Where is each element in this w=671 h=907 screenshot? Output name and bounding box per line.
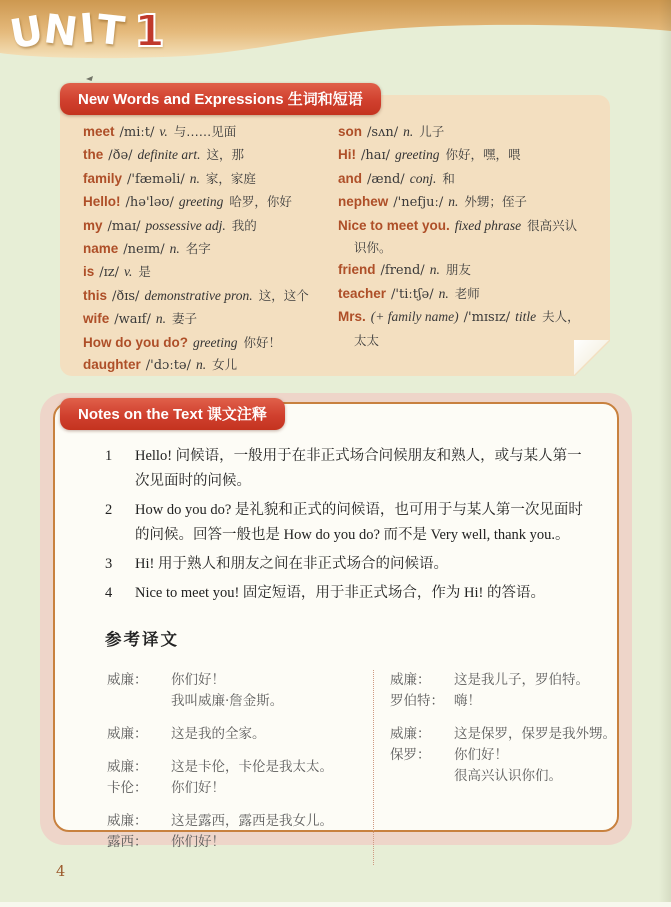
dialog-speaker bbox=[107, 691, 171, 712]
vocab-word: wife bbox=[83, 311, 110, 327]
vocab-gloss: 朋友 bbox=[445, 262, 471, 278]
vocab-word: How do you do? bbox=[83, 334, 188, 350]
vocab-gloss: 与……见面 bbox=[173, 124, 237, 139]
vocab-pos: possessive adj. bbox=[145, 217, 226, 233]
dialog-line bbox=[390, 691, 616, 712]
vocab-gloss: 我的 bbox=[231, 217, 257, 233]
vocab-gloss: 老师 bbox=[454, 285, 480, 301]
vocab-gloss: 很高兴认 bbox=[527, 217, 578, 233]
vocab-gloss: 这，那 bbox=[206, 147, 245, 163]
vocab-phonetic: /'mɪsɪz/ bbox=[463, 310, 511, 326]
vocab-gloss-continuation: 太太 bbox=[354, 332, 380, 348]
dialog-speaker: 卡伦： bbox=[107, 780, 148, 796]
note-text: Hi! 用于熟人和朋友之间在非正式场合的问候语。 bbox=[135, 556, 448, 572]
dialog-line bbox=[107, 724, 373, 745]
vocab-phonetic: /neɪm/ bbox=[123, 242, 165, 258]
dialog-group bbox=[107, 670, 373, 712]
vocab-gloss: 和 bbox=[442, 170, 455, 186]
vocab-pos: n. bbox=[169, 241, 180, 257]
vocab-word: friend bbox=[338, 262, 376, 278]
unit-letter: N bbox=[41, 6, 81, 56]
vocab-pos: conj. bbox=[409, 170, 437, 186]
unit-letter: I bbox=[77, 5, 97, 53]
vocab-entry bbox=[83, 191, 335, 214]
note-number: 4 bbox=[105, 585, 113, 601]
vocab-word: family bbox=[83, 170, 123, 186]
dialog-text: 你们好！ bbox=[454, 747, 508, 763]
vocab-pos: v. bbox=[124, 264, 133, 280]
vocab-entry bbox=[338, 215, 600, 237]
dialog-text: 你们好！ bbox=[171, 780, 225, 796]
vocab-pos: greeting bbox=[192, 334, 238, 350]
vocab-phonetic: /haɪ/ bbox=[361, 148, 391, 164]
vocab-entry bbox=[338, 259, 600, 282]
note-item bbox=[105, 444, 587, 494]
vocab-gloss: 哈罗，你好 bbox=[229, 194, 292, 210]
vocab-entry bbox=[83, 308, 335, 331]
dialog-column-left bbox=[105, 670, 373, 865]
vocab-word: Mrs. bbox=[338, 309, 366, 325]
vocab-entry bbox=[83, 261, 335, 284]
vocab-section-badge: New Words and Expressions 生词和短语 bbox=[60, 83, 381, 115]
dialog-speaker: 罗伯特： bbox=[390, 693, 444, 709]
dialog-speaker bbox=[390, 766, 454, 787]
dialog-text: 你们好！ bbox=[171, 672, 225, 688]
dialog-line bbox=[390, 724, 616, 745]
dialog-text: 这是我儿子，罗伯特。 bbox=[454, 672, 589, 688]
vocab-word: the bbox=[83, 147, 104, 163]
dialog-text: 这是露西，露西是我女儿。 bbox=[171, 813, 333, 829]
dialog-group bbox=[107, 724, 373, 745]
vocab-word: nephew bbox=[338, 194, 389, 210]
vocab-entry bbox=[83, 332, 335, 354]
dialog-speaker: 威廉： bbox=[107, 726, 148, 742]
vocab-word: teacher bbox=[338, 285, 387, 301]
vocab-entry bbox=[83, 144, 335, 167]
print-speck bbox=[86, 76, 93, 81]
dialog-speaker: 威廉： bbox=[107, 759, 148, 775]
vocab-gloss: 你好，嘿，喂 bbox=[445, 147, 521, 163]
note-number: 3 bbox=[105, 556, 113, 572]
unit-number: 1 bbox=[134, 6, 165, 57]
vocab-pos: greeting bbox=[395, 147, 440, 163]
vocab-gloss: 女儿 bbox=[212, 357, 238, 373]
vocab-gloss: 家，家庭 bbox=[205, 170, 256, 186]
note-number: 2 bbox=[105, 502, 113, 518]
dialog-speaker: 保罗： bbox=[390, 747, 431, 763]
vocab-entry bbox=[83, 354, 335, 377]
vocab-pos: v. bbox=[159, 124, 168, 139]
vocab-phonetic: /ænd/ bbox=[367, 171, 405, 187]
vocab-gloss: 你好！ bbox=[243, 334, 281, 350]
note-number: 1 bbox=[105, 448, 113, 464]
vocab-entry bbox=[338, 306, 600, 329]
vocab-pos: title bbox=[515, 309, 537, 325]
vocab-word: meet bbox=[83, 124, 115, 139]
vocab-pos: n. bbox=[429, 262, 440, 278]
vocab-gloss: 儿子 bbox=[419, 124, 445, 139]
vocab-pos: greeting bbox=[178, 194, 224, 210]
note-text: How do you do? 是礼貌和正式的问候语，也可用于与某人第一次见面时的问候。回答一般也是 How do you do? 而不是 Very well, thank you.。 bbox=[135, 502, 583, 543]
dialog-line bbox=[107, 757, 373, 778]
vocab-phonetic: /'nefjuː/ bbox=[393, 195, 444, 211]
vocab-entry bbox=[338, 191, 600, 214]
vocab-entry bbox=[338, 144, 600, 167]
vocab-phonetic: /frend/ bbox=[380, 263, 425, 279]
note-item bbox=[105, 581, 587, 606]
vocab-word: son bbox=[338, 124, 363, 139]
unit-title bbox=[6, 4, 165, 59]
dialog-group bbox=[107, 757, 373, 799]
dialog-line bbox=[107, 691, 373, 712]
dialog-line bbox=[390, 745, 616, 766]
vocab-word: Nice to meet you. bbox=[338, 217, 450, 233]
vocab-word: Hello! bbox=[83, 194, 121, 210]
page-edge-shade bbox=[659, 0, 671, 907]
vocab-phonetic: /miːt/ bbox=[119, 125, 155, 140]
note-item bbox=[105, 552, 587, 577]
vocab-phonetic: /hə'ləʊ/ bbox=[125, 195, 174, 211]
reference-translation-title: 参考译文 bbox=[105, 630, 179, 649]
dialog-text: 这是保罗，保罗是我外甥。 bbox=[454, 726, 616, 742]
dialog-column-right bbox=[373, 670, 616, 865]
vocab-phonetic: /'tiːtʃə/ bbox=[391, 286, 434, 302]
dialog-line bbox=[107, 778, 373, 799]
vocab-gloss: 这，这个 bbox=[258, 287, 309, 303]
dialog-group bbox=[107, 811, 373, 853]
notes-section-badge: Notes on the Text 课文注释 bbox=[60, 398, 285, 430]
vocab-gloss: 夫人， bbox=[542, 309, 580, 325]
vocab-phonetic: /ðɪs/ bbox=[112, 288, 140, 304]
vocab-entry bbox=[338, 168, 600, 191]
vocab-phonetic: /maɪ/ bbox=[107, 218, 141, 234]
dialog-text: 这是卡伦，卡伦是我太太。 bbox=[171, 759, 333, 775]
dialog-speaker: 威廉： bbox=[390, 672, 431, 688]
notes-card bbox=[53, 402, 619, 850]
vocab-pos: n. bbox=[403, 124, 414, 139]
vocab-word: Hi! bbox=[338, 147, 356, 163]
vocab-pos: n. bbox=[196, 357, 207, 373]
vocab-word: daughter bbox=[83, 357, 141, 373]
translation-dialogs bbox=[105, 670, 616, 865]
vocab-phonetic: /waɪf/ bbox=[114, 312, 151, 328]
vocab-word: this bbox=[83, 287, 108, 303]
vocab-gloss: 是 bbox=[138, 264, 151, 280]
dialog-line bbox=[107, 670, 373, 691]
vocab-phonetic: /'dɔːtə/ bbox=[145, 358, 191, 374]
dialog-line bbox=[390, 670, 616, 691]
vocab-word: and bbox=[338, 170, 363, 186]
vocab-entry bbox=[83, 121, 335, 144]
dialog-line bbox=[107, 832, 373, 853]
dialog-speaker: 露西： bbox=[107, 834, 148, 850]
note-text: Hello! 问候语，一般用于在非正式场合问候朋友和熟人，或与某人第一次见面时的问候。 bbox=[135, 448, 582, 489]
vocab-entry bbox=[83, 285, 335, 308]
vocab-entry bbox=[83, 215, 335, 238]
vocab-gloss: 妻子 bbox=[172, 311, 198, 327]
vocab-gloss: 外甥；侄子 bbox=[464, 194, 527, 210]
vocab-entry bbox=[338, 283, 600, 306]
vocab-entry bbox=[83, 168, 335, 191]
vocab-gloss: 名字 bbox=[185, 241, 211, 257]
vocab-column-left bbox=[83, 121, 335, 377]
dialog-text: 我叫威廉·詹金斯。 bbox=[171, 693, 284, 709]
vocab-phonetic: /ðə/ bbox=[108, 148, 133, 164]
notes-list bbox=[105, 444, 587, 606]
dialog-group bbox=[390, 670, 616, 712]
vocab-pos: n. bbox=[189, 170, 200, 186]
vocab-column-right bbox=[338, 121, 600, 352]
dialog-text: 嗨！ bbox=[454, 693, 481, 709]
vocab-pos: n. bbox=[438, 285, 449, 301]
vocab-entry bbox=[83, 238, 335, 261]
vocab-phonetic: /ɪz/ bbox=[99, 265, 120, 281]
vocab-phonetic: /'fæməli/ bbox=[127, 171, 185, 187]
vocab-pos: fixed phrase bbox=[454, 217, 522, 233]
dialog-line bbox=[390, 766, 616, 787]
dialog-text: 你们好！ bbox=[171, 834, 225, 850]
vocab-paren: (+ family name) bbox=[370, 309, 459, 325]
page-bottom-edge bbox=[0, 902, 671, 907]
vocab-entry bbox=[338, 121, 600, 144]
vocab-card bbox=[60, 95, 610, 376]
unit-letter: U bbox=[6, 7, 47, 59]
dialog-speaker: 威廉： bbox=[390, 726, 431, 742]
vocab-pos: n. bbox=[155, 311, 166, 327]
vocab-word: is bbox=[83, 264, 95, 280]
dialog-speaker: 威廉： bbox=[107, 813, 148, 829]
vocab-pos: n. bbox=[448, 194, 459, 210]
vocab-phonetic: /sʌn/ bbox=[367, 125, 399, 140]
vocab-word: name bbox=[83, 241, 119, 257]
vocab-pos: demonstrative pron. bbox=[144, 287, 253, 303]
vocab-pos: definite art. bbox=[137, 147, 201, 163]
notes-panel bbox=[40, 393, 632, 850]
dialog-group bbox=[390, 724, 616, 787]
dialog-speaker: 威廉： bbox=[107, 672, 148, 688]
page-number: 4 bbox=[56, 864, 66, 880]
vocab-gloss-continuation: 识你。 bbox=[354, 240, 392, 256]
vocab-word: my bbox=[83, 217, 103, 233]
dialog-line bbox=[107, 811, 373, 832]
note-text: Nice to meet you! 固定短语，用于非正式场合，作为 Hi! 的答语。 bbox=[135, 585, 545, 601]
note-item bbox=[105, 498, 587, 548]
dialog-text: 很高兴认识你们。 bbox=[454, 768, 562, 784]
unit-letter: T bbox=[94, 6, 127, 56]
dialog-text: 这是我的全家。 bbox=[171, 726, 266, 742]
